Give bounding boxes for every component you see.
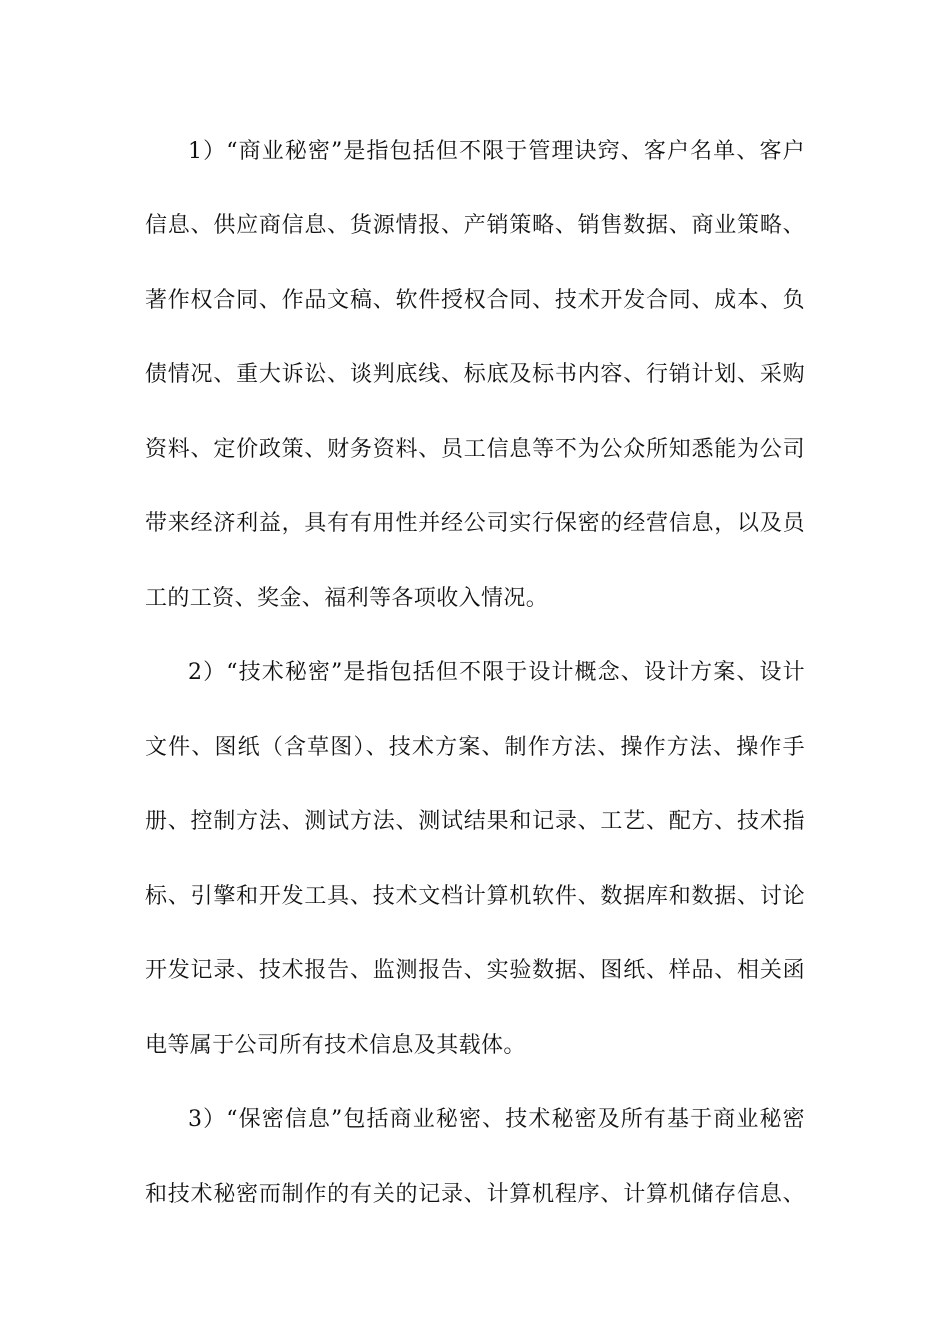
paragraph-2-line-1: 2）“技术秘密”是指包括但不限于设计概念、设计方案、设计	[188, 660, 805, 685]
paragraph-2-line-5: 开发记录、技术报告、监测报告、实验数据、图纸、样品、相关函	[145, 958, 805, 983]
paragraph-1-line-4: 债情况、重大诉讼、谈判底线、标底及标书内容、行销计划、采购	[145, 362, 805, 387]
paragraph-2-line-6: 电等属于公司所有技术信息及其载体。	[145, 1033, 526, 1058]
paragraph-2-line-3: 册、控制方法、测试方法、测试结果和记录、工艺、配方、技术指	[145, 809, 805, 834]
paragraph-1-line-5: 资料、定价政策、财务资料、员工信息等不为公众所知悉能为公司	[145, 437, 805, 462]
paragraph-1-line-7: 工的工资、奖金、福利等各项收入情况。	[145, 586, 549, 611]
paragraph-2-line-4: 标、引擎和开发工具、技术文档计算机软件、数据库和数据、讨论	[145, 884, 805, 909]
paragraph-1-line-2: 信息、供应商信息、货源情报、产销策略、销售数据、商业策略、	[145, 213, 805, 238]
paragraph-1-line-1: 1）“商业秘密”是指包括但不限于管理诀窍、客户名单、客户	[188, 139, 805, 164]
paragraph-1-line-6: 带来经济利益，具有有用性并经公司实行保密的经营信息，以及员	[145, 511, 805, 536]
paragraph-3-line-2: 和技术秘密而制作的有关的记录、计算机程序、计算机储存信息、	[145, 1182, 805, 1207]
paragraph-3-line-1: 3）“保密信息”包括商业秘密、技术秘密及所有基于商业秘密	[188, 1107, 805, 1132]
paragraph-2-line-2: 文件、图纸（含草图）、技术方案、制作方法、操作方法、操作手	[145, 735, 805, 760]
paragraph-1-line-3: 著作权合同、作品文稿、软件授权合同、技术开发合同、成本、负	[145, 288, 805, 313]
